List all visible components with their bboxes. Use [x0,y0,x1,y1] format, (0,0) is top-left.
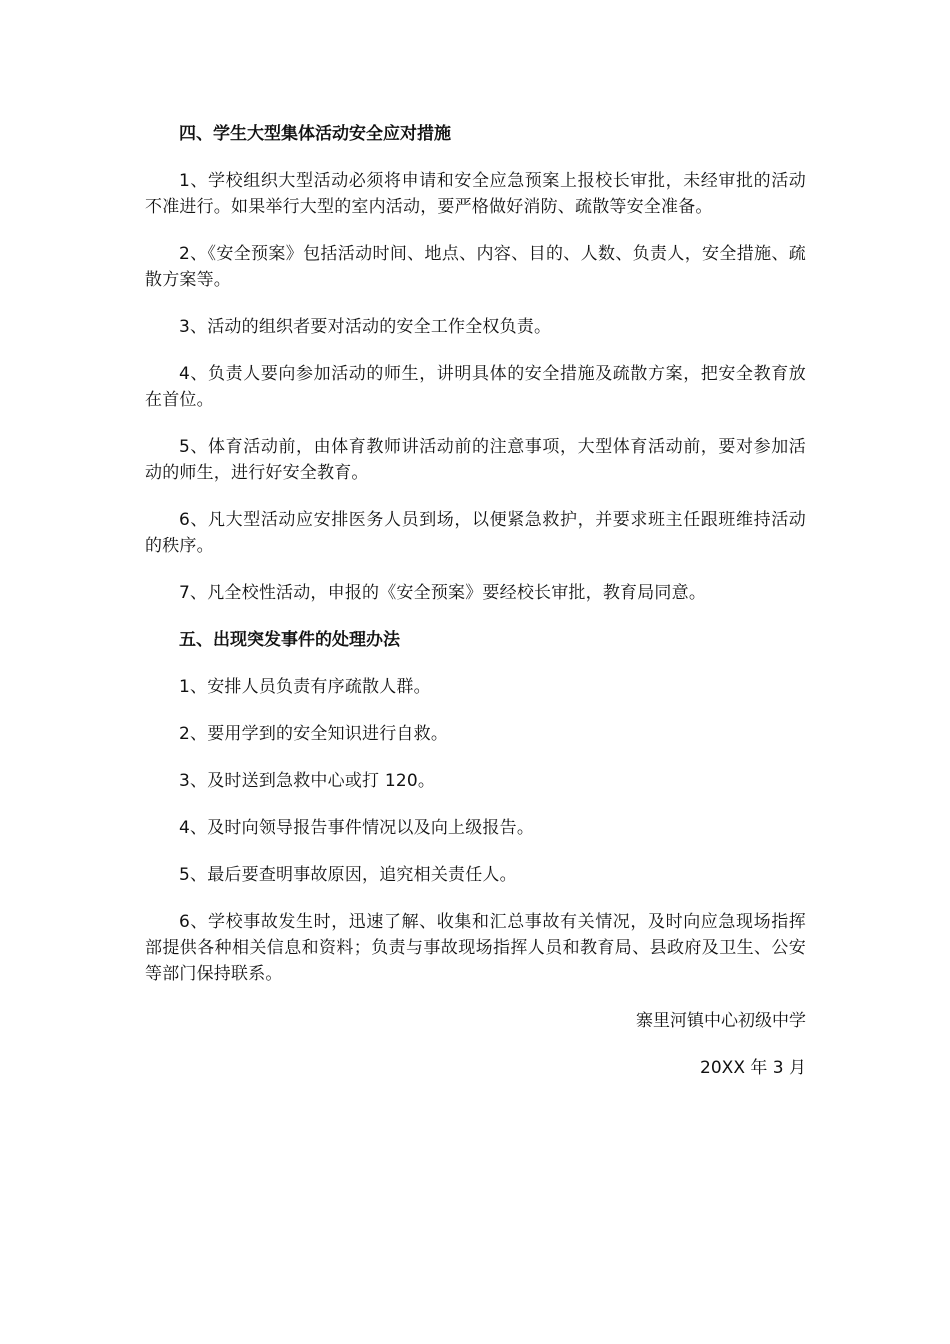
section-4-item-6: 6、凡大型活动应安排医务人员到场，以便紧急救护，并要求班主任跟班维持活动的秩序。 [145,510,806,556]
section-5-item-1: 1、安排人员负责有序疏散人群。 [179,677,431,697]
section-4-heading: 四、学生大型集体活动安全应对措施 [179,124,451,144]
signature-organization: 寨里河镇中心初级中学 [636,1011,806,1031]
section-4-item-4: 4、负责人要向参加活动的师生，讲明具体的安全措施及疏散方案，把安全教育放在首位。 [145,364,806,410]
section-4-item-3: 3、活动的组织者要对活动的安全工作全权负责。 [179,317,552,337]
section-4-item-7: 7、凡全校性活动，申报的《安全预案》要经校长审批，教育局同意。 [179,583,707,603]
signature-date: 20XX 年 3 月 [700,1058,806,1078]
section-5-heading: 五、出现突发事件的处理办法 [179,630,400,650]
section-5-item-5: 5、最后要查明事故原因，追究相关责任人。 [179,865,517,885]
section-5-item-4: 4、及时向领导报告事件情况以及向上级报告。 [179,818,535,838]
document-page [145,121,806,1102]
section-4-item-1: 1、学校组织大型活动必须将申请和安全应急预案上报校长审批，未经审批的活动不准进行。如果举行大型的室内活动，要严格做好消防、疏散等安全准备。 [145,171,806,217]
section-5-item-2: 2、要用学到的安全知识进行自救。 [179,724,449,744]
section-4-item-2: 2、《安全预案》包括活动时间、地点、内容、目的、人数、负责人，安全措施、疏散方案等。 [145,244,806,290]
section-5-item-3: 3、及时送到急救中心或打 120。 [179,771,436,791]
section-4-item-5: 5、体育活动前，由体育教师讲活动前的注意事项，大型体育活动前，要对参加活动的师生，进行好安全教育。 [145,437,806,483]
section-5-item-6: 6、学校事故发生时，迅速了解、收集和汇总事故有关情况，及时向应急现场指挥部提供各种相关信息和资料；负责与事故现场指挥人员和教育局、县政府及卫生、公安等部门保持联系。 [145,912,806,984]
